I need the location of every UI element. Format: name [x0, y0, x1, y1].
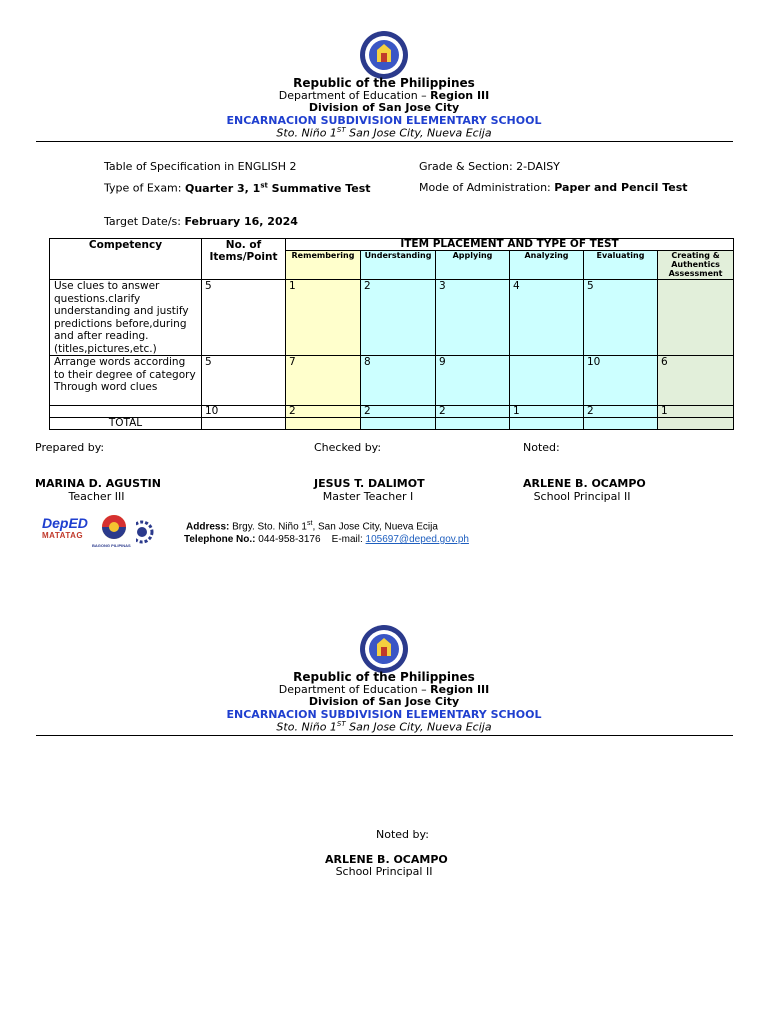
header-divider [36, 141, 733, 142]
placement-header: ITEM PLACEMENT AND TYPE OF TEST [286, 239, 734, 251]
exam-type-line: Type of Exam: Quarter 3, 1st Summative Test [104, 181, 371, 195]
department-label: Department of Education – [278, 89, 431, 102]
header-divider-page2 [36, 735, 733, 736]
deped-matatag-logo [42, 515, 90, 549]
mode-line: Mode of Administration: Paper and Pencil Test [419, 181, 688, 194]
sum-row [50, 406, 734, 418]
sum-cell: 1 [658, 406, 734, 418]
republic-heading: Republic of the Philippines [293, 76, 475, 90]
placement-cell: 2 [361, 280, 436, 356]
tos-table [49, 238, 734, 430]
department-line-page2: Department of Education – Region III [278, 683, 490, 696]
level-understanding: Understanding [361, 251, 436, 280]
total-cell [510, 418, 584, 430]
total-cell [436, 418, 510, 430]
noted-by-name: ARLENE B. OCAMPO [325, 853, 448, 866]
target-date-line: Target Date/s: February 16, 2024 [104, 215, 298, 228]
placement-cell [510, 356, 584, 406]
table-row [50, 280, 734, 356]
competency-cell: Use clues to answer questions.clarify understanding and justify predictions before,during and after reading.(titles,pictures,etc.) [50, 280, 202, 356]
republic-heading-page2: Republic of the Philippines [293, 670, 475, 684]
level-remembering: Remembering [286, 251, 361, 280]
deped-logo-text: DepED [42, 515, 88, 531]
division-line-page2: Division of San Jose City [308, 695, 460, 708]
sum-cell: 2 [436, 406, 510, 418]
checked-label: Checked by: [314, 441, 382, 454]
table-row [50, 356, 734, 406]
division-line: Division of San Jose City [308, 101, 460, 114]
noted-title: School Principal II [533, 490, 631, 503]
placement-cell: 1 [286, 280, 361, 356]
items-cell: 5 [202, 280, 286, 356]
deped-seal-icon [359, 30, 409, 80]
noted-by-label: Noted by: [376, 828, 429, 841]
sum-items-cell: 10 [202, 406, 286, 418]
placement-cell: 5 [584, 280, 658, 356]
grade-section-label: Grade & Section: 2-DAISY [419, 160, 560, 173]
placement-cell: 8 [361, 356, 436, 406]
sum-cell: 1 [510, 406, 584, 418]
school-address-page2: Sto. Niño 1ST San Jose City, Nueva Ecija [276, 720, 492, 734]
level-evaluating: Evaluating [584, 251, 658, 280]
school-name: ENCARNACION SUBDIVISION ELEMENTARY SCHOOL [226, 114, 542, 127]
placement-cell: 9 [436, 356, 510, 406]
bagong-pilipinas-text: BAGONG PILIPINAS [92, 543, 131, 548]
noted-name: ARLENE B. OCAMPO [523, 477, 646, 490]
checked-title: Master Teacher I [322, 490, 414, 503]
placement-cell: 3 [436, 280, 510, 356]
prepared-name: MARINA D. AGUSTIN [35, 477, 161, 490]
sum-cell: 2 [584, 406, 658, 418]
level-creating: Creating & Authentics Assessment [658, 251, 734, 280]
items-header: No. of Items/Point [202, 239, 286, 280]
total-cell [584, 418, 658, 430]
total-cell [286, 418, 361, 430]
items-cell: 5 [202, 356, 286, 406]
email-link[interactable]: 105697@deped.gov.ph [365, 534, 469, 545]
footer-address: Address: Brgy. Sto. Niño 1st, San Jose City, Nueva Ecija [186, 520, 438, 533]
competency-header: Competency [50, 239, 202, 280]
school-name-page2: ENCARNACION SUBDIVISION ELEMENTARY SCHOOL [226, 708, 542, 721]
sum-cell: 2 [361, 406, 436, 418]
level-applying: Applying [436, 251, 510, 280]
placement-cell: 4 [510, 280, 584, 356]
competency-cell: Arrange words according to their degree of category Through word clues [50, 356, 202, 406]
placement-cell: 10 [584, 356, 658, 406]
total-label: TOTAL [50, 418, 202, 430]
placement-cell: 7 [286, 356, 361, 406]
checked-name: JESUS T. DALIMOT [314, 477, 425, 490]
region-label: Region III [430, 89, 490, 102]
bagong-pilipinas-logo-icon [94, 513, 134, 543]
matatag-logo-text: MATATAG [42, 531, 84, 540]
total-cell [361, 418, 436, 430]
placement-cell: 6 [658, 356, 734, 406]
placement-cell [658, 280, 734, 356]
footer-contact: Telephone No.: 044-958-3176 E-mail: 105697@deped.gov.ph [184, 534, 469, 545]
total-items-cell [202, 418, 286, 430]
noted-by-title: School Principal II [335, 865, 433, 878]
gear-seal-icon [136, 514, 154, 550]
tos-label: Table of Specification in ENGLISH 2 [104, 160, 297, 173]
noted-label: Noted: [523, 441, 560, 454]
school-address: Sto. Niño 1ST San Jose City, Nueva Ecija [276, 126, 492, 140]
total-cell [658, 418, 734, 430]
total-row [50, 418, 734, 430]
sum-competency-cell [50, 406, 202, 418]
prepared-title: Teacher III [68, 490, 125, 503]
deped-seal-icon-page2 [359, 624, 409, 674]
sum-cell: 2 [286, 406, 361, 418]
level-analyzing: Analyzing [510, 251, 584, 280]
prepared-label: Prepared by: [35, 441, 105, 454]
